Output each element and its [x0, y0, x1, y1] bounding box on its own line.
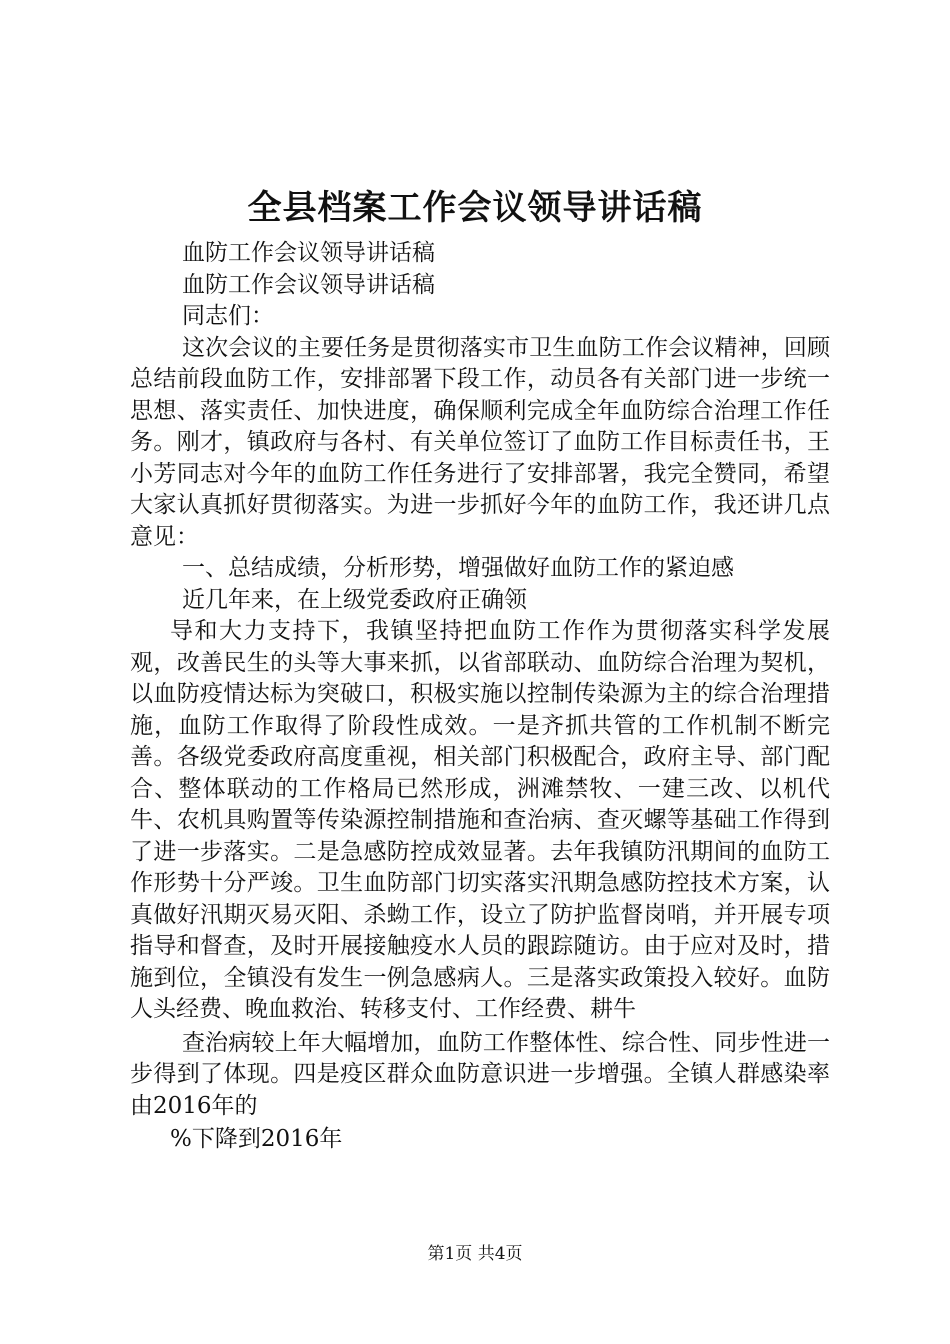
- paragraph-achievements: 导和大力支持下，我镇坚持把血防工作作为贯彻落实科学发展观，改善民生的头等大事来抓，以省部联动、血防综合治理为契机，以血防疫情达标为突破口，积极实施以控制传染源为主的综合治理措施，血防工作取得了阶段性成效。一是齐抓共管的工作机制不断完善。各级党委政府高度重视，相关部门积极配合，政府主导、部门配合、整体联动的工作格局已然形成，洲滩禁牧、一建三改、以机代牛、农机具购置等传染源控制措施和查治病、查灭螺等基础工作得到了进一步落实。二是急感防控成效显著。去年我镇防汛期间的血防工作形势十分严竣。卫生血防部门切实落实汛期急感防控技术方案，认真做好汛期灭易灭阳、杀蚴工作，设立了防护监督岗哨，并开展专项指导和督查，及时开展接触疫水人员的跟踪随访。由于应对及时，措施到位，全镇没有发生一例急感病人。三是落实政策投入较好。血防人头经费、晚血救治、转移支付、工作经费、耕牛: [130, 618, 830, 1022]
- paragraph-fragment: 近几年来，在上级党委政府正确领: [182, 586, 527, 613]
- paragraph-salutation: 同志们：: [182, 303, 274, 329]
- paragraph-intro: 这次会议的主要任务是贯彻落实市卫生血防工作会议精神，回顾总结前段血防工作，安排部署下段工作，动员各有关部门进一步统一思想、落实责任、加快进度，确保顺利完成全年血防综合治理工作任务。刚才，镇政府与各村、有关单位签订了血防工作目标责任书，王小芳同志对今年的血防工作任务进行了安排部署，我完全赞同，希望大家认真抓好贯彻落实。为进一步抓好今年的血防工作，我还讲几点意见：: [130, 334, 830, 550]
- page-footer: 第1页 共4页: [427, 1244, 523, 1264]
- paragraph-subtitle-2: 血防工作会议领导讲话稿: [182, 271, 435, 298]
- paragraph-tail: %下降到2016年: [170, 1126, 343, 1152]
- paragraph-continued: 查治病较上年大幅增加，血防工作整体性、综合性、同步性进一步得到了体现。四是疫区群众血防意识进一步增强。全镇人群感染率由2016年的: [130, 1029, 830, 1119]
- document-title: 全县档案工作会议领导讲话稿: [247, 188, 703, 228]
- paragraph-subtitle-1: 血防工作会议领导讲话稿: [182, 240, 435, 266]
- section-heading-1: 一、总结成绩，分析形势，增强做好血防工作的紧迫感: [182, 555, 734, 581]
- document-body: [130, 238, 830, 1156]
